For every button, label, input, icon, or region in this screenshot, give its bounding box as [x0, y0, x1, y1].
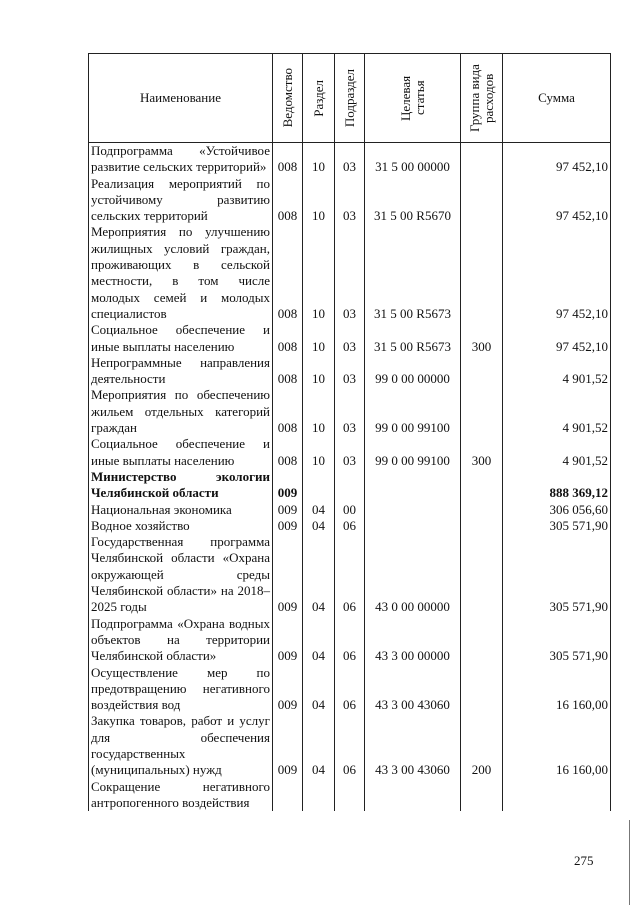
header-summa: Сумма: [503, 54, 611, 143]
cell-name: Непрограммные направления деятельности: [89, 355, 273, 388]
cell-vedomstvo: 008: [273, 224, 303, 322]
cell-name: Социальное обеспечение и иные выплаты населению: [89, 322, 273, 355]
cell-podrazdel: 03: [335, 224, 365, 322]
cell-tselevaya-statya: 99 0 00 99100: [365, 387, 461, 436]
cell-vedomstvo: 009: [273, 665, 303, 714]
cell-podrazdel: 00: [335, 502, 365, 518]
cell-podrazdel: 03: [335, 387, 365, 436]
cell-razdel: 04: [303, 518, 335, 534]
cell-vedomstvo: 008: [273, 322, 303, 355]
cell-tselevaya-statya: 43 3 00 43060: [365, 665, 461, 714]
cell-gruppa: [461, 779, 503, 812]
cell-vedomstvo: 009: [273, 534, 303, 615]
header-gruppa-vida-rashodov: Группа вида расходов: [461, 54, 503, 143]
header-podrazdel: Подраздел: [335, 54, 365, 143]
cell-gruppa: [461, 518, 503, 534]
cell-gruppa: [461, 469, 503, 502]
header-vedomstvo: Ведомство: [273, 54, 303, 143]
cell-tselevaya-statya: 43 3 00 00000: [365, 616, 461, 665]
cell-vedomstvo: 008: [273, 355, 303, 388]
cell-podrazdel: 03: [335, 355, 365, 388]
cell-podrazdel: 06: [335, 616, 365, 665]
page-number: 275: [574, 853, 594, 868]
table-row: [89, 176, 611, 225]
cell-podrazdel: 06: [335, 518, 365, 534]
table-row: [89, 436, 611, 469]
cell-vedomstvo: 008: [273, 176, 303, 225]
cell-tselevaya-statya: 43 0 00 00000: [365, 534, 461, 615]
cell-name: Социальное обеспечение и иные выплаты населению: [89, 436, 273, 469]
cell-razdel: 04: [303, 713, 335, 778]
cell-name: Закупка товаров, работ и услуг для обеспечения государственных (муниципальных) нужд: [89, 713, 273, 778]
cell-gruppa: 300: [461, 322, 503, 355]
cell-name: Министерство экологии Челябинской области: [89, 469, 273, 502]
cell-tselevaya-statya: [365, 502, 461, 518]
cell-tselevaya-statya: [365, 469, 461, 502]
cell-summa: 16 160,00: [503, 665, 611, 714]
table-row: [89, 779, 611, 812]
cell-tselevaya-statya: 31 5 00 00000: [365, 143, 461, 176]
cell-summa: 4 901,52: [503, 355, 611, 388]
cell-podrazdel: [335, 469, 365, 502]
scan-edge-line: [629, 820, 630, 905]
cell-vedomstvo: [273, 779, 303, 812]
table-row: [89, 387, 611, 436]
cell-tselevaya-statya: 31 5 00 R5670: [365, 176, 461, 225]
cell-name: Государственная программа Челябинской области «Охрана окружающей среды Челябинской области» на 2018–2025 годы: [89, 534, 273, 615]
cell-name: Водное хозяйство: [89, 518, 273, 534]
header-row: [89, 54, 611, 143]
cell-tselevaya-statya: 99 0 00 00000: [365, 355, 461, 388]
cell-name: Мероприятия по улучшению жилищных условий граждан, проживающих в сельской местности, в том числе молодых семей и молодых специалистов: [89, 224, 273, 322]
header-name: Наименование: [89, 54, 273, 143]
cell-podrazdel: 03: [335, 436, 365, 469]
cell-tselevaya-statya: 31 5 00 R5673: [365, 224, 461, 322]
table-row: [89, 502, 611, 518]
cell-podrazdel: [335, 779, 365, 812]
cell-vedomstvo: 009: [273, 713, 303, 778]
cell-tselevaya-statya: [365, 518, 461, 534]
table-row: [89, 534, 611, 615]
cell-summa: 4 901,52: [503, 387, 611, 436]
cell-razdel: [303, 779, 335, 812]
cell-vedomstvo: 009: [273, 469, 303, 502]
cell-gruppa: [461, 616, 503, 665]
cell-summa: 306 056,60: [503, 502, 611, 518]
cell-summa: [503, 779, 611, 812]
cell-vedomstvo: 009: [273, 616, 303, 665]
cell-podrazdel: 03: [335, 143, 365, 176]
cell-gruppa: 200: [461, 713, 503, 778]
cell-gruppa: [461, 143, 503, 176]
cell-name: Мероприятия по обеспечению жильем отдельных категорий граждан: [89, 387, 273, 436]
cell-podrazdel: 06: [335, 665, 365, 714]
cell-name: Подпрограмма «Устойчивое развитие сельских территорий»: [89, 143, 273, 176]
table-row: [89, 518, 611, 534]
cell-summa: 888 369,12: [503, 469, 611, 502]
cell-summa: 97 452,10: [503, 176, 611, 225]
cell-name: Осуществление мер по предотвращению негативного воздействия вод: [89, 665, 273, 714]
cell-vedomstvo: 008: [273, 387, 303, 436]
cell-summa: 4 901,52: [503, 436, 611, 469]
budget-table: [88, 53, 611, 811]
table-row: [89, 322, 611, 355]
cell-gruppa: [461, 502, 503, 518]
cell-name: Сокращение негативного антропогенного воздействия: [89, 779, 273, 812]
cell-razdel: 10: [303, 143, 335, 176]
cell-name: Национальная экономика: [89, 502, 273, 518]
cell-gruppa: [461, 534, 503, 615]
cell-vedomstvo: 009: [273, 502, 303, 518]
cell-name: Реализация мероприятий по устойчивому развитию сельских территорий: [89, 176, 273, 225]
cell-razdel: 04: [303, 665, 335, 714]
cell-summa: 16 160,00: [503, 713, 611, 778]
cell-gruppa: [461, 176, 503, 225]
cell-gruppa: 300: [461, 436, 503, 469]
cell-summa: 305 571,90: [503, 616, 611, 665]
cell-tselevaya-statya: [365, 779, 461, 812]
cell-tselevaya-statya: 99 0 00 99100: [365, 436, 461, 469]
cell-razdel: 04: [303, 616, 335, 665]
table-row: [89, 665, 611, 714]
cell-summa: 97 452,10: [503, 224, 611, 322]
cell-summa: 305 571,90: [503, 518, 611, 534]
cell-podrazdel: 03: [335, 176, 365, 225]
cell-gruppa: [461, 665, 503, 714]
cell-razdel: [303, 469, 335, 502]
cell-razdel: 10: [303, 322, 335, 355]
table-row: [89, 143, 611, 176]
cell-tselevaya-statya: 43 3 00 43060: [365, 713, 461, 778]
header-razdel: Раздел: [303, 54, 335, 143]
cell-podrazdel: 03: [335, 322, 365, 355]
cell-razdel: 10: [303, 387, 335, 436]
table-row: [89, 713, 611, 778]
cell-razdel: 04: [303, 502, 335, 518]
cell-gruppa: [461, 355, 503, 388]
cell-podrazdel: 06: [335, 713, 365, 778]
cell-razdel: 10: [303, 355, 335, 388]
cell-razdel: 10: [303, 176, 335, 225]
cell-gruppa: [461, 387, 503, 436]
cell-podrazdel: 06: [335, 534, 365, 615]
cell-razdel: 10: [303, 224, 335, 322]
table-row: [89, 469, 611, 502]
cell-summa: 305 571,90: [503, 534, 611, 615]
cell-summa: 97 452,10: [503, 143, 611, 176]
cell-gruppa: [461, 224, 503, 322]
cell-summa: 97 452,10: [503, 322, 611, 355]
header-tselevaya-statya: Целевая статья: [365, 54, 461, 143]
cell-razdel: 10: [303, 436, 335, 469]
cell-name: Подпрограмма «Охрана водных объектов на территории Челябинской области»: [89, 616, 273, 665]
table-row: [89, 224, 611, 322]
cell-tselevaya-statya: 31 5 00 R5673: [365, 322, 461, 355]
cell-vedomstvo: 008: [273, 436, 303, 469]
table-row: [89, 355, 611, 388]
cell-vedomstvo: 008: [273, 143, 303, 176]
table-row: [89, 616, 611, 665]
cell-razdel: 04: [303, 534, 335, 615]
cell-vedomstvo: 009: [273, 518, 303, 534]
